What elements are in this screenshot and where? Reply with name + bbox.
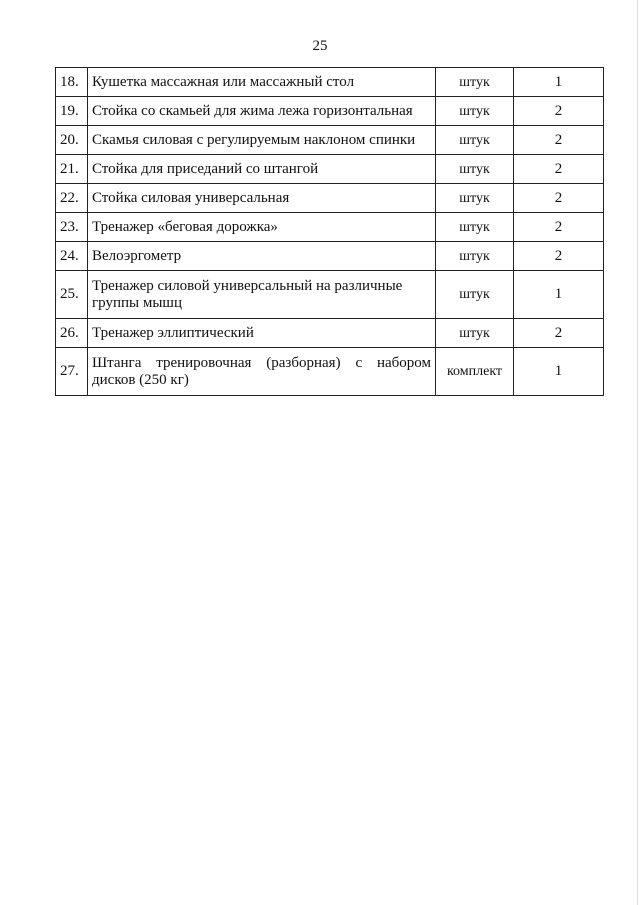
table-row xyxy=(56,348,604,396)
row-number: 18. xyxy=(56,68,88,97)
unit-of-measure: штук xyxy=(436,319,514,348)
row-number: 27. xyxy=(56,348,88,396)
quantity: 2 xyxy=(514,213,604,242)
unit-of-measure: штук xyxy=(436,213,514,242)
unit-of-measure: штук xyxy=(436,271,514,319)
row-number: 22. xyxy=(56,184,88,213)
equipment-name: Скамья силовая с регулируемым наклоном спинки xyxy=(88,126,436,155)
quantity: 1 xyxy=(514,271,604,319)
row-number: 25. xyxy=(56,271,88,319)
equipment-name: Кушетка массажная или массажный стол xyxy=(88,68,436,97)
equipment-name: Стойка силовая универсальная xyxy=(88,184,436,213)
table-row xyxy=(56,184,604,213)
table-row xyxy=(56,126,604,155)
unit-of-measure: штук xyxy=(436,97,514,126)
unit-of-measure: штук xyxy=(436,184,514,213)
row-number: 26. xyxy=(56,319,88,348)
equipment-name: Тренажер эллиптический xyxy=(88,319,436,348)
row-number: 19. xyxy=(56,97,88,126)
quantity: 2 xyxy=(514,319,604,348)
row-number: 23. xyxy=(56,213,88,242)
equipment-table xyxy=(55,67,604,396)
quantity: 2 xyxy=(514,97,604,126)
table-row xyxy=(56,213,604,242)
table-row xyxy=(56,271,604,319)
row-number: 24. xyxy=(56,242,88,271)
unit-of-measure: штук xyxy=(436,68,514,97)
quantity: 2 xyxy=(514,242,604,271)
table-row xyxy=(56,97,604,126)
table-row xyxy=(56,155,604,184)
equipment-name: Тренажер «беговая дорожка» xyxy=(88,213,436,242)
quantity: 2 xyxy=(514,184,604,213)
quantity: 2 xyxy=(514,126,604,155)
equipment-name: Стойка для приседаний со штангой xyxy=(88,155,436,184)
equipment-name: Штанга тренировочная (разборная) с набором дисков (250 кг) xyxy=(88,348,436,396)
unit-of-measure: штук xyxy=(436,242,514,271)
page-number: 25 xyxy=(312,38,328,54)
scan-edge-line xyxy=(637,0,638,905)
quantity: 1 xyxy=(514,348,604,396)
unit-of-measure: штук xyxy=(436,126,514,155)
table-row xyxy=(56,242,604,271)
quantity: 2 xyxy=(514,155,604,184)
equipment-name: Стойка со скамьей для жима лежа горизонтальная xyxy=(88,97,436,126)
table-row xyxy=(56,68,604,97)
unit-of-measure: штук xyxy=(436,155,514,184)
quantity: 1 xyxy=(514,68,604,97)
equipment-name: Тренажер силовой универсальный на различные группы мышц xyxy=(88,271,436,319)
row-number: 21. xyxy=(56,155,88,184)
equipment-name: Велоэргометр xyxy=(88,242,436,271)
table-row xyxy=(56,319,604,348)
row-number: 20. xyxy=(56,126,88,155)
unit-of-measure: комплект xyxy=(436,348,514,396)
